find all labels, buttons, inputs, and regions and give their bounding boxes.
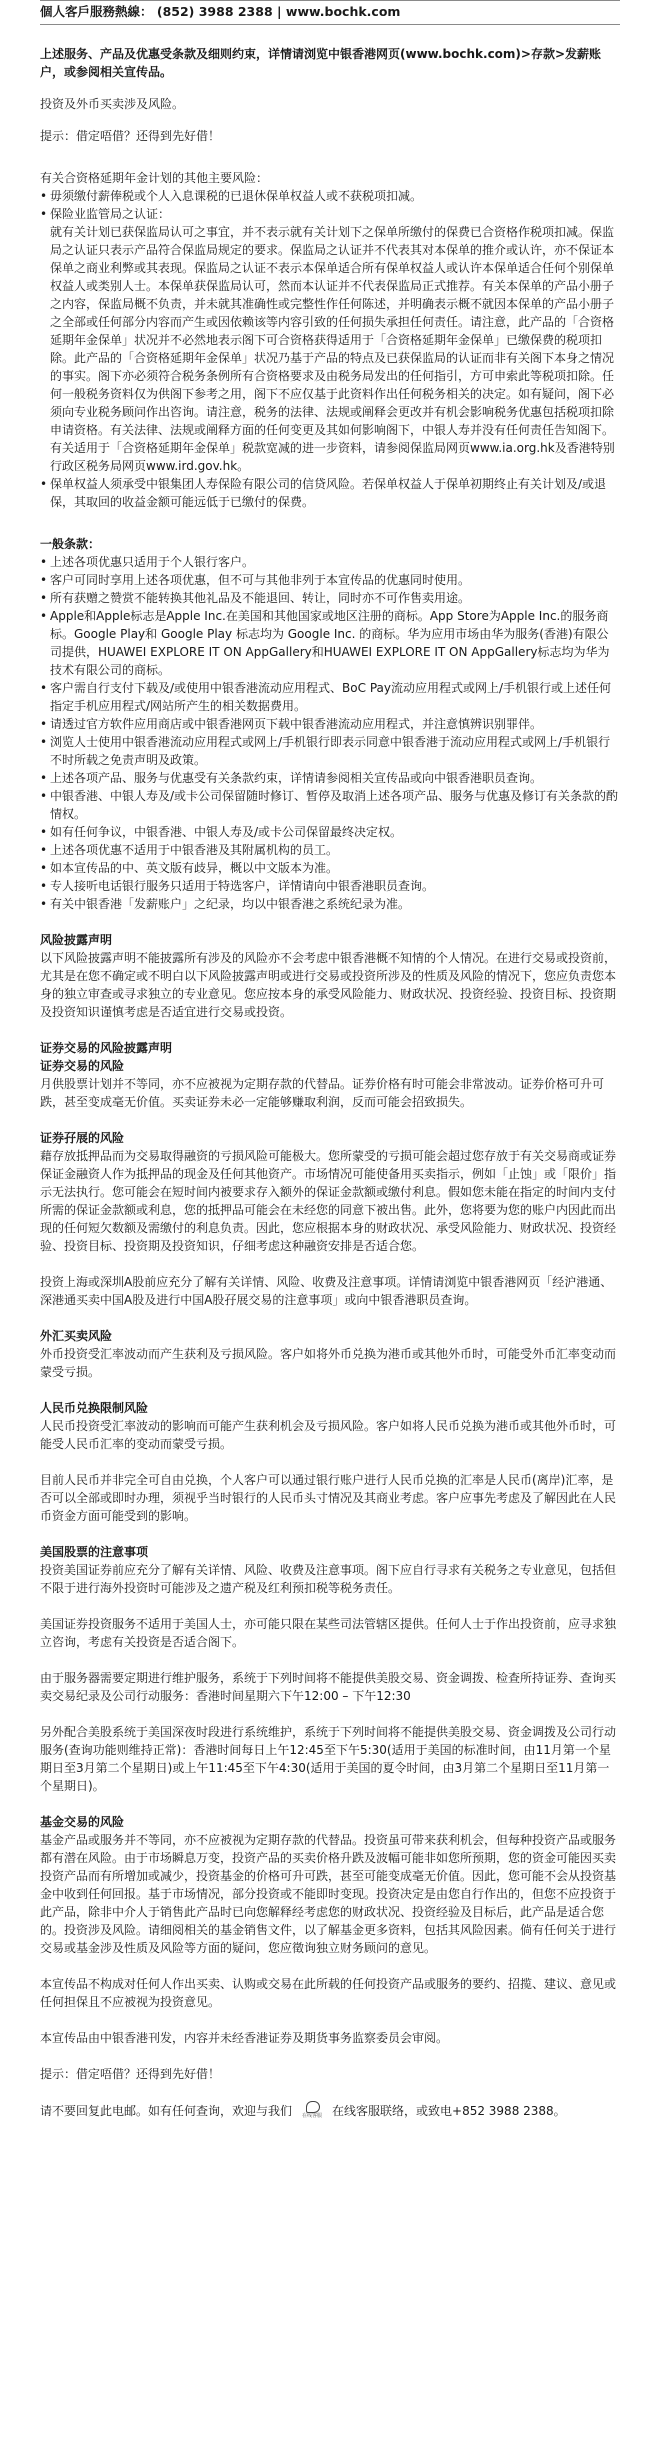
section-body: 另外配合美股系统于美国深夜时段进行系统维护，系统于下列时间将不能提供美股交易、资金调拨及公司行动服务(查询功能则维持正常)：香港时间每日上午12:45至下午5:30(适用于美国的标准时间，由11月第一个星期日至3月第二个星期日)或上午11:45至下午4:30(适用于美国的夏令时间，由3月第二个星期日至11月第一个星期日)。: [40, 1725, 617, 1793]
section-body: 投资美国证券前应充分了解有关详情、风险、收费及注意事项。阁下应自行寻求有关税务之专业意见，包括但不限于进行海外投资时可能涉及之遗产税及红利预扣税等税务责任。: [40, 1563, 617, 1595]
contact-text-before: 请不要回复此电邮。如有任何查询，欢迎与我们: [40, 2104, 293, 2118]
section-title: 人民币兑换限制风险: [40, 1401, 149, 1415]
list-item: • Apple和Apple标志是Apple Inc.在美国和其他国家或地区注册的商标。App Store为Apple Inc.的服务商标。Google Play和 Google Play 标志均为 Google Inc. 的商标。华为应用市场由华为服务(香港)有限公司提供，HUAWEI EXPLORE IT ON AppGallery和HUAWEI EXPLORE IT ON AppGallery标志均为华为技术有限公司的商标。: [40, 607, 620, 679]
hotline-text: 個人客戶服務熱線： (852) 3988 2388 | www.bochk.com: [40, 4, 401, 19]
investment-risk-note: 投资及外币买卖涉及风险。: [40, 97, 185, 111]
list-item: • 上述各项优惠不适用于中银香港及其附属机构的员工。: [40, 841, 620, 859]
pension-risk-list: [40, 187, 620, 511]
section-title: 基金交易的风险: [40, 1815, 125, 1829]
section-body: 目前人民币并非完全可自由兑换，个人客户可以通过银行账户进行人民币兑换的汇率是人民币(离岸)汇率，是否可以全部或即时办理，须视乎当时银行的人民币头寸情况及其商业考虑。客户应事先考虑及了解因此在人民币资金方面可能受到的影响。: [40, 1473, 617, 1523]
list-item: • 浏览人士使用中银香港流动应用程式或网上/手机银行即表示同意中银香港于流动应用程式或网上/手机银行不时所载之免责声明及政策。: [40, 733, 620, 769]
section-body: 以下风险披露声明不能披露所有涉及的风险亦不会考虑中银香港概不知情的个人情况。在进行交易或投资前，尤其是在您不确定或不明白以下风险披露声明或进行交易或投资所涉及的性质及风险的情况下，您应负责您本身的独立审查或寻求独立的专业意见。您应按本身的承受风险能力、财政状况、投资经验、投资目标、投资期及投资知识谨慎考虑是否适宜进行交易或投资。: [40, 951, 617, 1019]
section-body: 藉存放抵押品而为交易取得融资的亏损风险可能极大。您所蒙受的亏损可能会超过您存放于有关交易商或证券保证金融资人作为抵押品的现金及任何其他资产。市场情况可能使备用买卖指示，例如「止蚀」或「限价」指示无法执行。您可能会在短时间内被要求存入额外的保证金款额或缴付利息。假如您未能在指定的时间内支付所需的保证金款额或利息，您的抵押品可能会在未经您的同意下被出售。此外，您将要为您的账户内因此而出现的任何短欠数额及需缴付的利息负责。因此，您应根据本身的财政状况、承受风险能力、财政状况、投资经验、投资目标、投资期及投资知识，仔细考虑这种融资安排是否适合您。: [40, 1149, 617, 1253]
list-item: • 如有任何争议，中银香港、中银人寿及/或卡公司保留最终决定权。: [40, 823, 620, 841]
hotline-header: [40, 0, 620, 25]
section-title: 美国股票的注意事项: [40, 1545, 149, 1559]
list-item: • 客户需自行支付下载及/或使用中银香港流动应用程式、BoC Pay流动应用程式或网上/手机银行或上述任何指定手机应用程式/网站所产生的相关数据费用。: [40, 679, 620, 715]
list-item: • 保单权益人须承受中银集团人寿保险有限公司的信贷风险。若保单权益人于保单初期终止有关计划及/或退保，其取回的收益金额可能远低于已缴付的保费。: [40, 475, 620, 511]
live-chat-icon[interactable]: [298, 2101, 326, 2121]
footer-reminder: 提示：借定唔借？还得到先好借！: [40, 2067, 221, 2081]
borrowing-reminder: 提示：借定唔借？还得到先好借！: [40, 129, 221, 143]
section-body: 由于服务器需要定期进行维护服务，系统于下列时间将不能提供美股交易、资金调拨、检查所持证券、查询买卖交易纪录及公司行动服务：香港时间星期六下午12:00 – 下午12:30: [40, 1671, 617, 1703]
chat-bubble-icon: [306, 2101, 320, 2113]
section-title: 外汇买卖风险: [40, 1329, 113, 1343]
section-title: 证券交易的风险披露声明: [40, 1041, 173, 1055]
general-terms-heading: 一般条款：: [40, 537, 101, 551]
section-body: 基金产品或服务并不等同，亦不应被视为定期存款的代替品。投资虽可带来获利机会，但每种投资产品或服务都有潜在风险。由于市场瞬息万变，投资产品的买卖价格升跌及波幅可能非如您所预期，您的资金可能因买卖投资产品而有所增加或减少，投资基金的价格可升可跌，甚至可能变成毫无价值。因此，您可能不会从投资基金中收到任何回报。基于市场情况，部分投资或不能即时变现。投资决定是由您自行作出的，但您不应投资于此产品，除非中介人于销售此产品时已向您解释经考虑您的财政状况、投资经验及目标后，此产品是适合您的。投资涉及风险。请细阅相关的基金销售文件，以了解基金更多资料，包括其风险因素。倘有任何关于进行交易或基金涉及性质及风险等方面的疑问，您应徵询独立财务顾问的意见。: [40, 1833, 617, 1955]
section-body: 投资上海或深圳A股前应充分了解有关详情、风险、收费及注意事项。详情请浏览中银香港网页「经沪港通、深港通买卖中国A股及进行中国A股孖展交易的注意事项」或向中银香港职员查询。: [40, 1275, 613, 1307]
list-item: • 如本宣传品的中、英文版有歧异，概以中文版本为准。: [40, 859, 620, 877]
list-item: • 专人接听电话银行服务只适用于特选客户，详情请向中银香港职员查询。: [40, 877, 620, 895]
section-body: 外币投资受汇率波动而产生获利及亏损风险。客户如将外币兑换为港币或其他外币时，可能受外币汇率变动而蒙受亏损。: [40, 1347, 617, 1379]
section-body: 本宣传品不构成对任何人作出买卖、认购或交易在此所载的任何投资产品或服务的要约、招揽、建议、意见或任何担保且不应被视为投资意见。: [40, 1977, 617, 2009]
list-item: • 毋须缴付薪俸税或个人入息课税的已退休保单权益人或不获税项扣减。: [40, 187, 620, 205]
list-item: • 客户可同时享用上述各项优惠，但不可与其他非列于本宣传品的优惠同时使用。: [40, 571, 620, 589]
general-terms-list: [40, 553, 620, 913]
intro-terms: 上述服务、产品及优惠受条款及细则约束，详情请浏览中银香港网页(www.bochk.com)>存款>发薪账户，或参阅相关宣传品。: [40, 47, 602, 79]
risk-sections: [40, 913, 620, 2047]
list-item: • 上述各项产品、服务与优惠受有关条款约束，详情请参阅相关宣传品或向中银香港职员查询。: [40, 769, 620, 787]
list-item: • 中银香港、中银人寿及/或卡公司保留随时修订、暂停及取消上述各项产品、服务与优惠及修订有关条款的酌情权。: [40, 787, 620, 823]
list-item: • 请透过官方软件应用商店或中银香港网页下载中银香港流动应用程式，并注意慎辨识别罪伴。: [40, 715, 620, 733]
list-item-label: 保险业监管局之认证：: [50, 207, 171, 221]
section-subtitle: 证券交易的风险: [40, 1059, 125, 1073]
list-item: • 所有获赠之赞赏不能转换其他礼品及不能退回、转让，同时亦不可作售卖用途。: [40, 589, 620, 607]
section-body: 本宣传品由中银香港刊发，内容并未经香港证券及期货事务监察委员会审阅。: [40, 2031, 449, 2045]
contact-text-after: 在线客服联络，或致电+852 3988 2388。: [332, 2104, 566, 2118]
contact-line: [40, 2101, 620, 2121]
section-title: 风险披露声明: [40, 933, 113, 947]
list-item: • 有关中银香港「发薪账户」之纪录，均以中银香港之系统纪录为准。: [40, 895, 620, 913]
chat-icon-caption: 在线客服: [302, 2113, 323, 2119]
list-item: • 上述各项优惠只适用于个人银行客户。: [40, 553, 620, 571]
list-item: [40, 205, 620, 475]
section-body: 人民币投资受汇率波动的影响而可能产生获利机会及亏损风险。客户如将人民币兑换为港币或其他外币时，可能受人民币汇率的变动而蒙受亏损。: [40, 1419, 617, 1451]
section-body: 月供股票计划并不等同，亦不应被视为定期存款的代替品。证券价格有时可能会非常波动。证券价格可升可跌，甚至变成毫无价值。买卖证券未必一定能够赚取利润，反而可能会招致损失。: [40, 1077, 605, 1109]
section-body: 美国证券投资服务不适用于美国人士，亦可能只限在某些司法管辖区提供。任何人士于作出投资前，应寻求独立咨询，考虑有关投资是否适合阁下。: [40, 1617, 617, 1649]
ia-certification-paragraph: 就有关计划已获保监局认可之事宜，并不表示就有关计划下之保单所缴付的保费已合资格作税项扣减。保监局之认证只表示产品符合保监局规定的要求。保监局之认证并不代表其对本保单的推介或认许，亦不保证本保单之商业利弊或其表现。保监局之认证不表示本保单适合所有保单权益人或认许本保单适合任何个别保单权益人或类别人士。本保单获保监局认可，然而本认证并不代表保监局正式推荐。有关本保单的产品小册子之内容，保监局概不负责，并未就其准确性或完整性作任何陈述，并明确表示概不就因本保单的产品小册子之全部或任何部分内容而产生或因依赖该等内容引致的任何损失承担任何责任。请注意，此产品的「合资格延期年金保单」状况并不必然地表示阁下可合资格获得适用于「合资格延期年金保单」已缴保费的税项扣除。此产品的「合资格延期年金保单」状况乃基于产品的特点及已获保监局的认证而非有关阁下本身之情况的事实。阁下亦必须符合税务条例所有合资格要求及由税务局发出的任何指引，方可申索此等税项扣除。任何一般税务资料仅为供阁下参考之用，阁下不应仅基于此资料作出任何税务相关的决定。如有疑问，阁下必须向专业税务顾问作出咨询。请注意，税务的法律、法规或阐释会更改并有机会影响税务优惠包括税项扣除申请资格。有关法律、法规或阐释方面的任何变更及其如何影响阁下，中银人寿并没有任何责任告知阁下。有关适用于「合资格延期年金保单」税款宽减的进一步资料，请参阅保监局网页www.ia.org.hk及香港特别行政区税务局网页www.ird.gov.hk。: [50, 225, 615, 473]
section-title: 证券孖展的风险: [40, 1131, 125, 1145]
pension-risk-heading: 有关合资格延期年金计划的其他主要风险：: [40, 171, 269, 185]
